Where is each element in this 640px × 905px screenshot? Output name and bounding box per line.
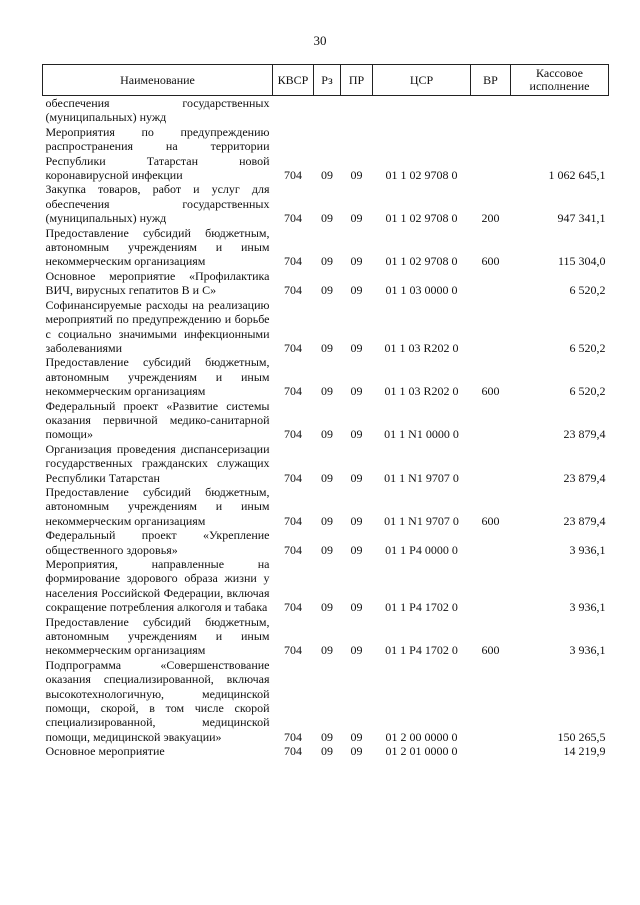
cell-pr: 09 [350, 600, 363, 615]
cell-exec: 23 879,4 [563, 470, 606, 485]
table-header [43, 65, 609, 96]
table-row [43, 298, 609, 356]
cell-pr: 09 [350, 283, 363, 298]
cell-pr: 09 [350, 384, 363, 399]
table-row [43, 399, 609, 442]
cell-name: Федеральный проект «Развитие системы оказания первичной медико-санитарной помощи» [45, 398, 270, 442]
cell-vr [471, 442, 511, 485]
column-header-pr: ПР [341, 65, 373, 96]
cell-csr: 01 2 00 0000 0 [385, 729, 458, 744]
cell-csr: 01 1 P4 1702 0 [385, 600, 458, 615]
cell-name: Основное мероприятие [45, 744, 165, 759]
column-header-vr: ВР [471, 65, 511, 96]
cell-csr: 01 1 03 R202 0 [384, 340, 459, 355]
cell-rz: 09 [321, 643, 333, 658]
cell-vr [471, 744, 511, 758]
cell-pr: 09 [350, 168, 363, 183]
table-row [43, 485, 609, 528]
cell-pr: 09 [350, 211, 363, 226]
cell-pr: 09 [350, 744, 363, 759]
table-row [43, 528, 609, 557]
cell-pr: 09 [350, 254, 363, 269]
cell-kvsr: 704 [284, 340, 302, 355]
cell-vr [471, 399, 511, 442]
cell-exec: 115 304,0 [557, 254, 606, 269]
cell-vr [471, 658, 511, 744]
cell-vr [471, 269, 511, 298]
cell-exec: 23 879,4 [563, 513, 606, 528]
cell-name: Предоставление субсидий бюджетным, автономным учреждениям и иным некоммерческим организациям [45, 484, 270, 528]
cell-kvsr: 704 [284, 283, 302, 298]
column-header-rz: Рз [314, 65, 341, 96]
cell-vr: 600 [481, 643, 500, 658]
cell-csr: 01 1 03 R202 0 [384, 384, 459, 399]
column-header-csr: ЦСР [373, 65, 471, 96]
cell-pr: 09 [350, 513, 363, 528]
cell-rz: 09 [321, 729, 333, 744]
cell-kvsr: 704 [284, 513, 302, 528]
cell-csr: 01 1 N1 9707 0 [384, 513, 459, 528]
cell-exec: 14 219,9 [563, 744, 606, 759]
cell-name: Мероприятия, направленные на формирование здорового образа жизни у населения Российской Федерации, включая сокращение потребления алкоголя и табака [45, 557, 270, 615]
cell-vr: 600 [481, 384, 500, 399]
cell-rz: 09 [321, 427, 333, 442]
table-row [43, 744, 609, 758]
cell-kvsr: 704 [284, 427, 302, 442]
cell-rz: 09 [321, 211, 333, 226]
column-header-name: Наименование [43, 65, 273, 96]
cell-kvsr [273, 96, 314, 125]
cell-vr [471, 96, 511, 125]
cell-exec: 3 936,1 [569, 542, 606, 557]
cell-rz: 09 [321, 283, 333, 298]
cell-csr: 01 1 02 9708 0 [385, 254, 458, 269]
cell-exec: 3 936,1 [569, 643, 606, 658]
cell-rz: 09 [321, 600, 333, 615]
cell-kvsr: 704 [284, 744, 302, 759]
column-header-exec: Кассовое исполнение [511, 65, 609, 96]
cell-name: Федеральный проект «Укрепление общественного здоровья» [45, 528, 270, 557]
cell-csr: 01 1 02 9708 0 [385, 168, 458, 183]
cell-kvsr: 704 [284, 384, 302, 399]
cell-pr: 09 [350, 340, 363, 355]
cell-csr: 01 1 P4 1702 0 [385, 643, 458, 658]
cell-rz: 09 [321, 542, 333, 557]
cell-kvsr: 704 [284, 600, 302, 615]
cell-exec: 6 520,2 [569, 283, 606, 298]
cell-csr: 01 1 02 9708 0 [385, 211, 458, 226]
cell-vr [471, 557, 511, 615]
table-row [43, 442, 609, 485]
cell-vr [471, 298, 511, 356]
cell-name: Предоставление субсидий бюджетным, автономным учреждениям и иным некоммерческим организациям [45, 614, 270, 658]
cell-exec: 6 520,2 [569, 384, 606, 399]
cell-exec: 1 062 645,1 [548, 168, 606, 183]
cell-exec: 6 520,2 [569, 340, 606, 355]
page-number: 30 [313, 33, 327, 48]
cell-vr [471, 125, 511, 183]
cell-pr: 09 [350, 470, 363, 485]
cell-csr: 01 2 01 0000 0 [385, 744, 458, 759]
cell-pr: 09 [350, 729, 363, 744]
cell-rz: 09 [321, 470, 333, 485]
cell-kvsr: 704 [284, 211, 302, 226]
cell-vr: 600 [481, 513, 500, 528]
table-row [43, 355, 609, 398]
cell-pr: 09 [350, 542, 363, 557]
cell-rz: 09 [321, 254, 333, 269]
cell-name: Предоставление субсидий бюджетным, автономным учреждениям и иным некоммерческим организациям [45, 225, 270, 269]
cell-rz [314, 96, 341, 125]
table-body [43, 96, 609, 759]
cell-rz: 09 [321, 744, 333, 759]
column-header-kvsr: КВСР [273, 65, 314, 96]
budget-execution-table [42, 64, 609, 759]
cell-rz: 09 [321, 384, 333, 399]
cell-pr: 09 [350, 427, 363, 442]
cell-csr: 01 1 P4 0000 0 [385, 542, 458, 557]
cell-pr [341, 96, 373, 125]
cell-name: Основное мероприятие «Профилактика ВИЧ, вирусных гепатитов В и С» [45, 268, 270, 298]
table-row [43, 269, 609, 298]
header-row [43, 65, 609, 96]
cell-exec [511, 96, 609, 125]
cell-vr [471, 528, 511, 557]
cell-exec: 23 879,4 [563, 427, 606, 442]
cell-name: Закупка товаров, работ и услуг для обеспечения государственных (муниципальных) нужд [45, 182, 270, 226]
cell-exec: 3 936,1 [569, 600, 606, 615]
cell-vr: 600 [481, 254, 500, 269]
cell-rz: 09 [321, 513, 333, 528]
cell-name: Организация проведения диспансеризации государственных гражданских служащих Республики Татарстан [45, 441, 270, 485]
cell-name: Подпрограмма «Совершенствование оказания специализированной, включая высокотехнологичную, медицинской помощи, скорой, в том числе скорой специализированной, медицинской помощи, медицинской эвакуации» [45, 657, 270, 744]
table-row [43, 615, 609, 658]
cell-kvsr: 704 [284, 254, 302, 269]
cell-rz: 09 [321, 340, 333, 355]
table-row [43, 226, 609, 269]
cell-csr: 01 1 N1 0000 0 [384, 427, 459, 442]
table-row [43, 182, 609, 225]
cell-csr: 01 1 N1 9707 0 [384, 470, 459, 485]
cell-name: обеспечения государственных (муниципальных) нужд [45, 96, 270, 125]
cell-kvsr: 704 [284, 168, 302, 183]
cell-pr: 09 [350, 643, 363, 658]
cell-kvsr: 704 [284, 729, 302, 744]
table-row [43, 557, 609, 615]
cell-name: Мероприятия по предупреждению распространения на территории Республики Татарстан новой коронавирусной инфекции [45, 124, 270, 183]
table-row [43, 125, 609, 183]
cell-kvsr: 704 [284, 542, 302, 557]
cell-exec: 150 265,5 [557, 729, 606, 744]
cell-exec: 947 341,1 [557, 211, 606, 226]
cell-rz: 09 [321, 168, 333, 183]
cell-vr: 200 [481, 211, 500, 226]
cell-kvsr: 704 [284, 470, 302, 485]
cell-csr [373, 96, 471, 125]
table-row [43, 658, 609, 744]
cell-name: Предоставление субсидий бюджетным, автономным учреждениям и иным некоммерческим организациям [45, 355, 270, 399]
cell-csr: 01 1 03 0000 0 [385, 283, 458, 298]
cell-kvsr: 704 [284, 643, 302, 658]
cell-name: Софинансируемые расходы на реализацию мероприятий по предупреждению и борьбе с социально значимыми инфекционными заболеваниями [45, 297, 270, 355]
table-row [43, 96, 609, 125]
